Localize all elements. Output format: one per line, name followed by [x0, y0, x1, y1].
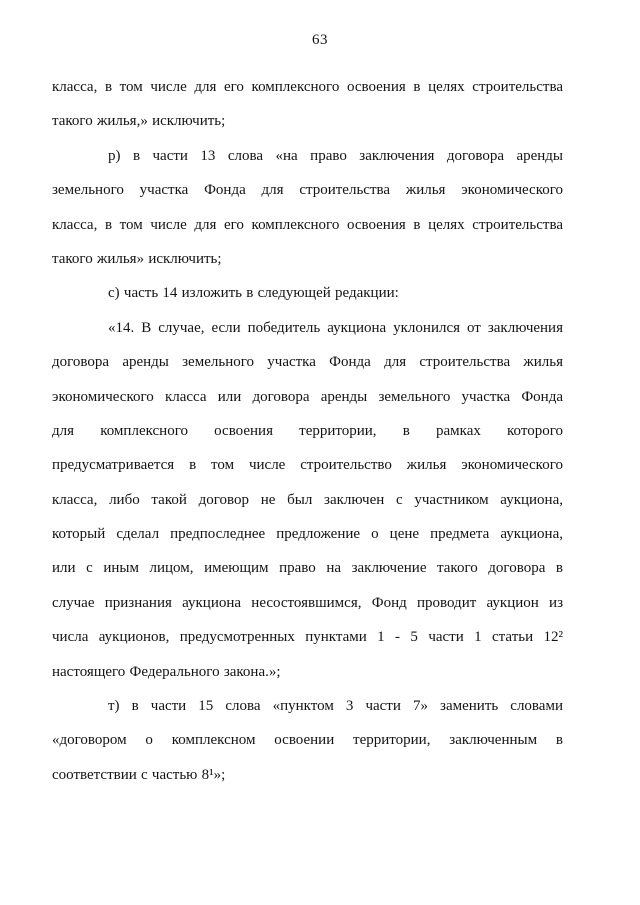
- text-line: настоящего Федерального закона.»;: [52, 663, 281, 680]
- text-line: «договором о комплексном освоении территории, заключенным в: [52, 732, 563, 749]
- text-line: р) в части 13 слова «на право заключения договора аренды: [108, 147, 563, 164]
- text-line: «14. В случае, если победитель аукциона уклонился от заключения: [108, 319, 563, 336]
- text-line: с) часть 14 изложить в следующей редакции:: [108, 285, 399, 302]
- text-line: случае признания аукциона несостоявшимся, Фонд проводит аукцион из: [52, 594, 563, 611]
- text-line: экономического класса или договора аренды земельного участка Фонда: [52, 388, 563, 405]
- text-line: такого жилья,» исключить;: [52, 113, 226, 130]
- text-line: который сделал предпоследнее предложение о цене предмета аукциона,: [52, 526, 563, 543]
- text-line: договора аренды земельного участка Фонда для строительства жилья: [52, 354, 563, 371]
- text-line: числа аукционов, предусмотренных пунктами 1 - 5 части 1 статьи 12²: [52, 629, 563, 646]
- text-line: земельного участка Фонда для строительства жилья экономического: [52, 182, 563, 199]
- page-number: 63: [312, 32, 328, 48]
- text-line: предусматривается в том числе строительство жилья экономического: [52, 457, 563, 474]
- text-line: для комплексного освоения территории, в рамках которого: [52, 422, 563, 439]
- text-line: соответствии с частью 8¹»;: [52, 766, 226, 783]
- text-line: класса, в том числе для его комплексного освоения в целях строительства: [52, 79, 563, 95]
- document-body: [52, 70, 563, 792]
- text-line: класса, либо такой договор не был заключен с участником аукциона,: [52, 491, 563, 508]
- text-line: или с иным лицом, имеющим право на заключение такого договора в: [52, 560, 563, 577]
- text-line: такого жилья» исключить;: [52, 250, 222, 267]
- text-line: класса, в том числе для его комплексного освоения в целях строительства: [52, 216, 563, 233]
- text-line: т) в части 15 слова «пунктом 3 части 7» заменить словами: [108, 698, 563, 715]
